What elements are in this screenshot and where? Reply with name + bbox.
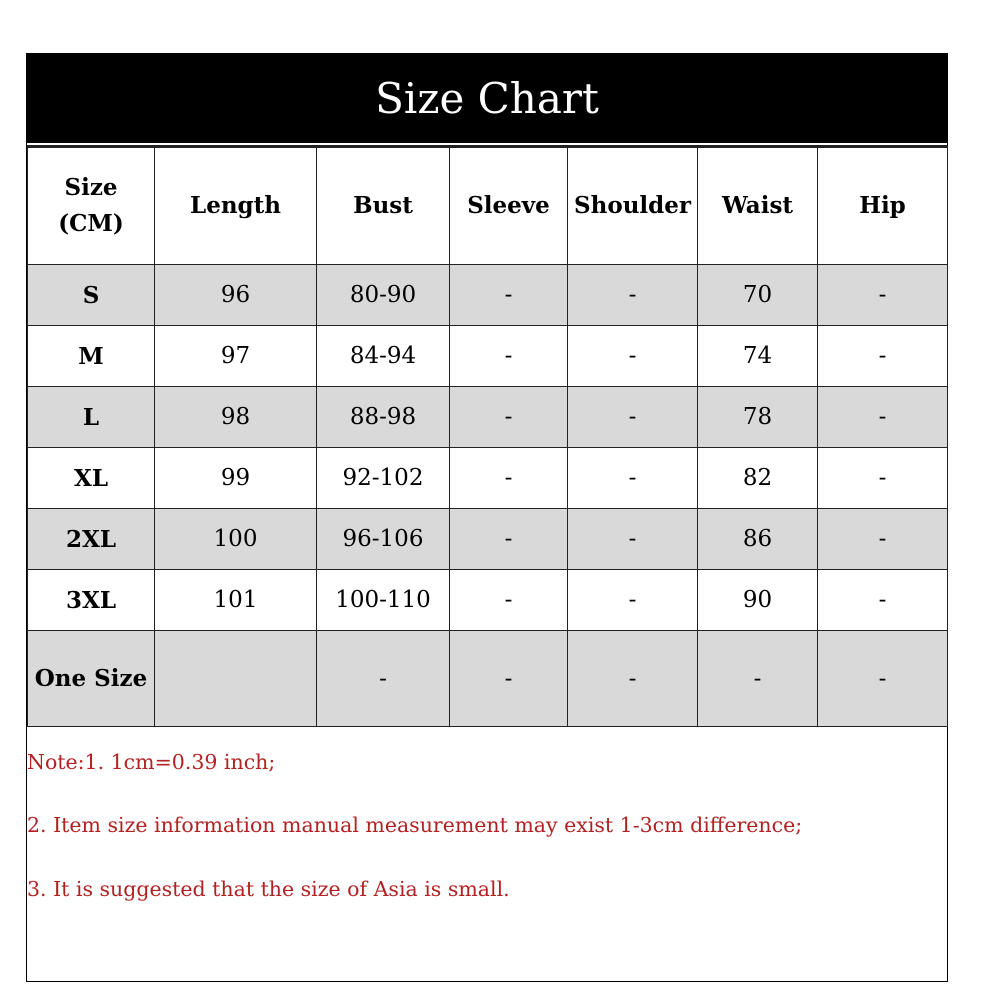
cell-hip: -	[818, 265, 948, 326]
cell-hip: -	[818, 631, 948, 727]
header-size-line1: Size	[64, 174, 118, 202]
cell-shoulder: -	[568, 265, 698, 326]
cell-size: L	[28, 387, 155, 448]
cell-waist: 90	[698, 570, 818, 631]
page-title: Size Chart	[27, 54, 947, 143]
table-row	[28, 326, 948, 387]
cell-bust: 96-106	[317, 509, 450, 570]
cell-sleeve: -	[450, 265, 568, 326]
cell-size: 2XL	[28, 509, 155, 570]
cell-sleeve: -	[450, 326, 568, 387]
table-row	[28, 631, 948, 727]
cell-hip: -	[818, 509, 948, 570]
cell-length	[155, 631, 317, 727]
cell-waist: 86	[698, 509, 818, 570]
table-row	[28, 509, 948, 570]
cell-waist: 74	[698, 326, 818, 387]
cell-size: M	[28, 326, 155, 387]
cell-hip: -	[818, 387, 948, 448]
cell-bust: 80-90	[317, 265, 450, 326]
header-waist: Waist	[698, 147, 818, 265]
table-row	[28, 387, 948, 448]
cell-waist: 78	[698, 387, 818, 448]
cell-sleeve: -	[450, 387, 568, 448]
cell-shoulder: -	[568, 448, 698, 509]
cell-length: 99	[155, 448, 317, 509]
cell-hip: -	[818, 448, 948, 509]
cell-sleeve: -	[450, 509, 568, 570]
cell-waist: 70	[698, 265, 818, 326]
cell-size: S	[28, 265, 155, 326]
header-size	[28, 147, 155, 265]
cell-waist: 82	[698, 448, 818, 509]
cell-shoulder: -	[568, 509, 698, 570]
cell-length: 97	[155, 326, 317, 387]
cell-size: One Size	[28, 631, 155, 727]
cell-waist: -	[698, 631, 818, 727]
cell-bust: 88-98	[317, 387, 450, 448]
cell-shoulder: -	[568, 631, 698, 727]
cell-bust: -	[317, 631, 450, 727]
cell-shoulder: -	[568, 570, 698, 631]
cell-length: 98	[155, 387, 317, 448]
cell-sleeve: -	[450, 570, 568, 631]
header-sleeve: Sleeve	[450, 147, 568, 265]
table-header-row	[28, 147, 948, 265]
cell-bust: 92-102	[317, 448, 450, 509]
table-row	[28, 570, 948, 631]
header-bust: Bust	[317, 147, 450, 265]
cell-length: 96	[155, 265, 317, 326]
cell-size: 3XL	[28, 570, 155, 631]
cell-sleeve: -	[450, 631, 568, 727]
table-row	[28, 448, 948, 509]
cell-length: 100	[155, 509, 317, 570]
cell-hip: -	[818, 326, 948, 387]
cell-size: XL	[28, 448, 155, 509]
cell-hip: -	[818, 570, 948, 631]
cell-bust: 84-94	[317, 326, 450, 387]
size-table	[27, 145, 948, 727]
note-line-1: Note:1. 1cm=0.39 inch;	[27, 750, 276, 774]
cell-bust: 100-110	[317, 570, 450, 631]
header-shoulder: Shoulder	[568, 147, 698, 265]
header-size-line2: (CM)	[58, 210, 124, 237]
note-line-2: 2. Item size information manual measurement may exist 1-3cm difference;	[27, 813, 803, 837]
note-line-3: 3. It is suggested that the size of Asia is small.	[27, 877, 510, 901]
header-length: Length	[155, 147, 317, 265]
cell-sleeve: -	[450, 448, 568, 509]
size-chart-frame	[26, 53, 948, 982]
cell-length: 101	[155, 570, 317, 631]
header-hip: Hip	[818, 147, 948, 265]
cell-shoulder: -	[568, 326, 698, 387]
table-row	[28, 265, 948, 326]
cell-shoulder: -	[568, 387, 698, 448]
